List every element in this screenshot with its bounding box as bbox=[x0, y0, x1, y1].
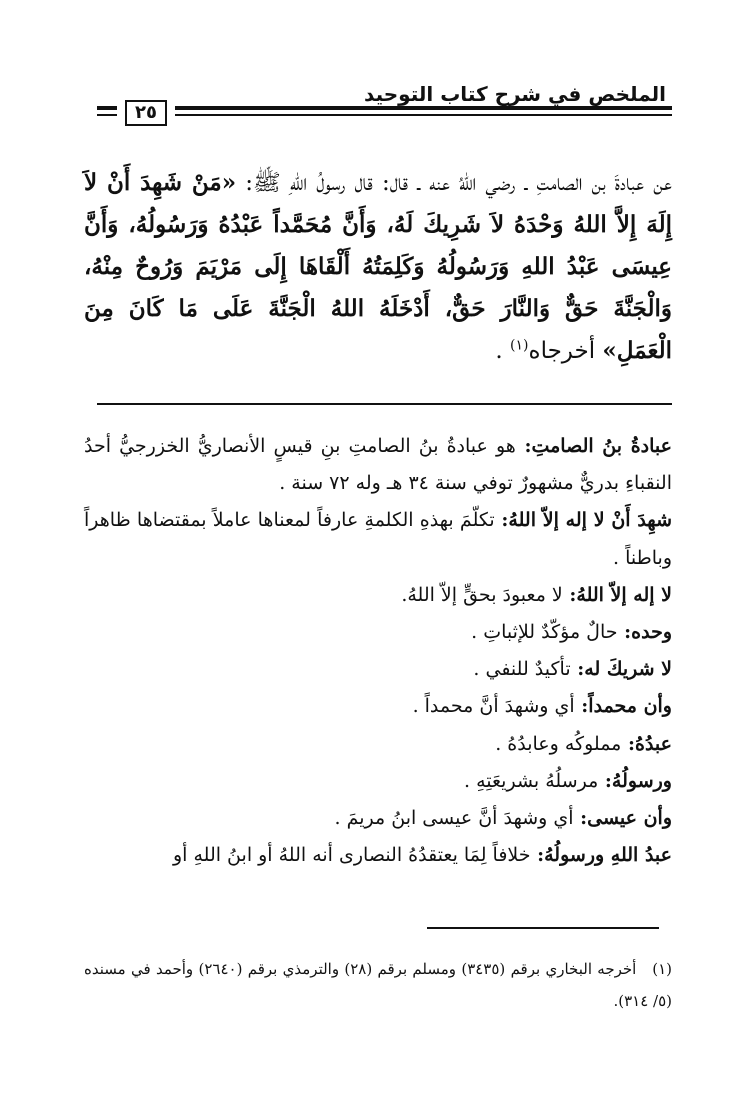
note-term: ورسولُهُ: bbox=[598, 769, 672, 792]
hadith-intro: عن عبادةَ بن الصامتِ ـ رضي اللهُ عنه ـ قال: قال رسولُ اللهِ ﷺ: bbox=[236, 170, 672, 196]
header-rule-thin bbox=[175, 114, 672, 116]
section-divider bbox=[97, 403, 672, 405]
footnote bbox=[84, 953, 672, 1017]
note-term: عبادةُ بنُ الصامتِ: bbox=[515, 435, 672, 457]
explanation-notes bbox=[84, 428, 672, 874]
header-rule-left-thick bbox=[97, 106, 117, 110]
footnote-paragraph bbox=[84, 953, 672, 1017]
note-term: وأن محمداً: bbox=[574, 695, 672, 718]
hadith-block bbox=[84, 162, 672, 372]
note-text: أي وشهدَ أنَّ محمداً . bbox=[412, 695, 575, 718]
hadith-end: . bbox=[495, 338, 511, 364]
note-item bbox=[84, 800, 672, 837]
note-term: وأن عيسى: bbox=[573, 807, 672, 830]
footnote-separator bbox=[427, 927, 659, 929]
footnote-number: (١) bbox=[652, 960, 673, 978]
note-item bbox=[84, 726, 672, 763]
note-item bbox=[84, 688, 672, 725]
note-term: عبدُهُ: bbox=[621, 732, 672, 755]
note-item bbox=[84, 837, 672, 874]
note-item bbox=[84, 614, 672, 651]
note-term: وحده: bbox=[617, 621, 672, 644]
note-item bbox=[84, 763, 672, 800]
note-text: هو عبادةُ بنُ الصامتِ بنِ قيسٍ الأنصاريُّ الخزرجيُّ أحدُ النقباءِ بدريٌّ مشهورٌ توفي سنة ٣٤ هـ وله ٧٢ سنة . bbox=[84, 435, 672, 495]
note-text: تأكيدٌ للنفي . bbox=[473, 658, 571, 681]
note-text: لا معبودَ بحقٍّ إلاّ اللهُ. bbox=[401, 583, 563, 606]
footnote-text: أخرجه البخاري برقم (٣٤٣٥) ومسلم برقم (٢٨) والترمذي برقم (٢٦٤٠) وأحمد في مسنده (٥/ ٣١٤). bbox=[84, 960, 672, 1010]
note-text: تكلّمَ بهذهِ الكلمةِ عارفاً لمعناها عاملاً بمقتضاها ظاهراً وباطناً . bbox=[84, 509, 672, 569]
note-item bbox=[84, 651, 672, 688]
header-rule-thick bbox=[175, 106, 672, 110]
hadith-paragraph bbox=[84, 162, 672, 372]
note-term: شهِدَ أَنْ لا إله إلاّ اللهُ: bbox=[494, 509, 672, 532]
note-term: لا شريكَ له: bbox=[570, 658, 672, 681]
note-term: لا إله إلاّ اللهُ: bbox=[562, 583, 672, 606]
page-number: ٢٥ bbox=[125, 100, 167, 126]
hadith-text: «مَنْ شَهِدَ أَنْ لاَ إِلَهَ إِلاَّ اللهُ وَحْدَهُ لاَ شَرِيكَ لَهُ، وَأَنَّ مُحَمَّداً عَبْدُهُ وَرَسُولُهُ، وَأَنَّ عِيسَى عَبْدُ اللهِ وَرَسُولُهُ وَكَلِمَتُهُ أَلْقَاهَا إِلَى مَرْيَمَ وَرُوحٌ مِنْهُ، وَالْجَنَّةَ حَقٌّ وَالنَّارَ حَقٌّ، أَدْخَلَهُ اللهُ الْجَنَّةَ عَلَى مَا كَانَ مِنَ الْعَمَلِ» bbox=[84, 169, 672, 364]
note-term: عبدُ اللهِ ورسولُهُ: bbox=[530, 844, 672, 867]
note-item bbox=[84, 577, 672, 614]
note-item bbox=[84, 428, 672, 502]
footnote-marker: (١) bbox=[510, 337, 529, 354]
note-text: أي وشهدَ أنَّ عيسى ابنُ مريمَ . bbox=[334, 807, 574, 830]
note-item bbox=[84, 502, 672, 576]
note-text: مرسلُهُ بشريعَتِهِ . bbox=[464, 769, 599, 792]
note-text: خلافاً لِمَا يعتقدُهُ النصارى أنه اللهُ أو ابنُ اللهِ أو bbox=[172, 844, 531, 867]
note-text: حالٌ مؤكّدٌ للإثباتِ . bbox=[471, 621, 618, 644]
hadith-source: أخرجاه bbox=[528, 338, 603, 364]
running-header-title: الملخص في شرح كتاب التوحيد bbox=[364, 82, 666, 106]
note-text: مملوكُه وعابدُهُ . bbox=[495, 732, 622, 755]
header-rule-left-thin bbox=[97, 114, 117, 116]
